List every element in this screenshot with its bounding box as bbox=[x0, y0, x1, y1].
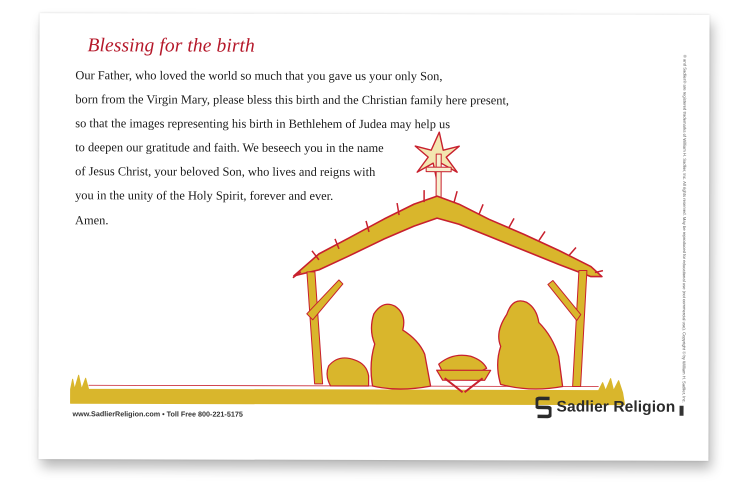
prayer-line: of Jesus Christ, your beloved Son, who lives and reigns with bbox=[75, 164, 376, 180]
manger-with-child bbox=[437, 355, 491, 392]
stable-roof bbox=[293, 190, 603, 279]
prayer-line: Amen. bbox=[75, 212, 109, 227]
prayer-line: born from the Virgin Mary, please bless this birth and the Christian family here present, bbox=[75, 92, 510, 108]
prayer-card bbox=[38, 13, 709, 461]
card-title: Blessing for the birth bbox=[87, 35, 255, 57]
footer-contact: www.SadlierReligion.com • Toll Free 800-221-5175 bbox=[72, 409, 243, 419]
sheep-figure bbox=[327, 358, 369, 386]
brand-logo bbox=[536, 396, 676, 418]
sadlier-s-logo-icon bbox=[536, 396, 552, 418]
prayer-line: to deepen our gratitude and faith. We beseech you in the name bbox=[75, 140, 384, 156]
brand-name: Sadlier Religion bbox=[556, 398, 676, 416]
reg-mark-icon bbox=[679, 405, 685, 417]
joseph-figure bbox=[498, 301, 563, 389]
prayer-line: you in the unity of the Holy Spirit, forever and ever. bbox=[75, 188, 334, 204]
mary-figure bbox=[371, 304, 431, 389]
copyright-note: ® and Sadlier® are registered trademarks of William H. Sadlier, Inc. All rights reserved. May be reproduced for educational use (not commercial use). Copyright © by William H. Sadlier, Inc. bbox=[681, 54, 688, 403]
prayer-line: so that the images representing his birth in Bethlehem of Judea may help us bbox=[75, 116, 451, 132]
nativity-scene-illustration bbox=[38, 13, 709, 461]
prayer-line: Our Father, who loved the world so much that you gave us your only Son, bbox=[75, 68, 443, 84]
star-icon bbox=[415, 132, 459, 202]
